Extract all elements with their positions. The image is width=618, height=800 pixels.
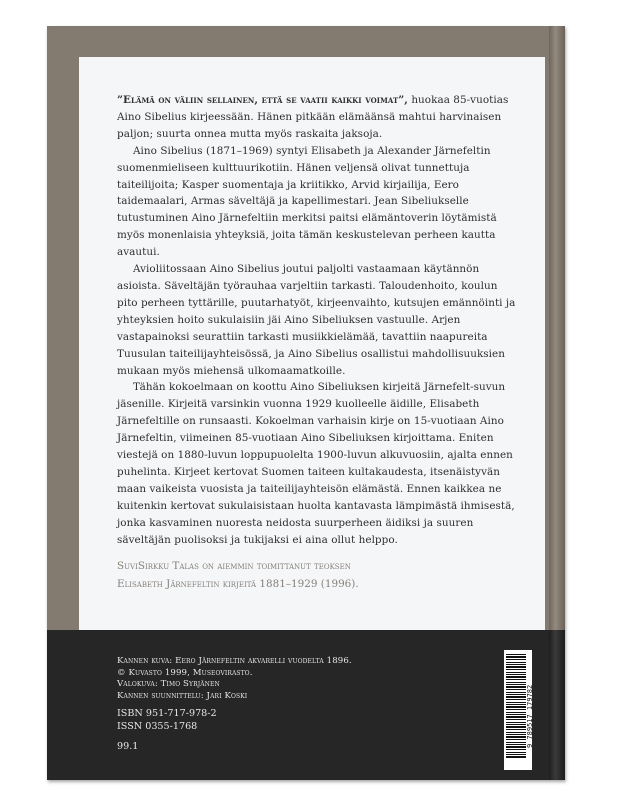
editor-line-2: Elisabeth Järnefeltin kirjeitä 1881–1929 (1996). — [117, 578, 359, 590]
editor-line-1: SuviSirkku Talas on aiemmin toimittanut teoksen — [117, 560, 351, 572]
blurb-text — [117, 92, 517, 548]
isbn-block — [117, 707, 217, 733]
paragraph-2: Aino Sibelius (1871–1969) syntyi Elisabeth ja Alexander Järnefeltin suomenmieliseen kulttuurikotiin. Hänen veljensä olivat tunnettuja taiteilijoita; Kasper suomentaja ja kriitikko, Arvid kirjailija, Eero taidemaalari, Armas säveltäjä ja kapellimestari. Jean Sibeliukselle tutustuminen Aino Järnefeltiin merkitsi paitsi elämäntoverin löytämistä myös monenlaisia yhteyksiä, joita tämän keskustelevan perheen kautta avautui. — [117, 144, 497, 259]
photo-credit: Valokuva: Timo Syrjänen — [117, 679, 220, 690]
isbn-number: ISBN 951-717-978-2 — [117, 708, 217, 719]
barcode-digits: 9 789517 179782 — [526, 684, 534, 748]
barcode-bars — [506, 654, 526, 758]
cover-image-credit: Kannen kuva: Eero Järnefeltin akvarelli vuodelta 1896. — [117, 656, 352, 666]
paragraph-3: Avioliitossaan Aino Sibelius joutui paljolti vastaamaan käytännön asioista. Säveltäjän työrauhaa varjeltiin tarkasti. Taloudenhoito, koulun pito perheen tyttärille, puutarhatyöt, kirjeenvaihto, kutsujen emännöinti ja yhteyksien hoito sukulaisiin jäi Aino Sibeliuksen vastuulle. Arjen vastapainoksi seurattiin tarkasti musiikkielämää, tavattiin naapureita Tuusulan taiteilijayhteisössä, ja Aino Sibelius osallistui mahdollisuuksien mukaan myös miehensä ulkomaamatkoille. — [117, 263, 516, 377]
copyright-line: © Kuvasto 1999, Museovirasto. — [117, 667, 253, 678]
bottom-band — [47, 630, 565, 780]
cover-credits — [117, 656, 352, 702]
price-code: 99.1 — [117, 741, 139, 752]
paragraph-1 — [117, 92, 517, 143]
spine-edge-dark — [549, 630, 565, 780]
barcode — [504, 650, 532, 770]
design-credit: Kannen suunnittelu: Jari Koski — [117, 690, 248, 701]
paragraph-1-rest: huokaa 85-vuotias Aino Sibelius kirjeessään. Hänen pitkään elämäänsä mahtui harvinaisen paljon; suurta onnea mutta myös raskaita jaksoja. — [117, 94, 509, 140]
editor-credit — [117, 557, 517, 593]
lead-quote: ”Elämä on väliin sellainen, että se vaatii kaikki voimat”, — [117, 94, 408, 106]
issn-number: ISSN 0355-1768 — [117, 721, 198, 732]
paragraph-4: Tähän kokoelmaan on koottu Aino Sibeliuksen kirjeitä Järnefelt-suvun jäsenille. Kirjeitä varsinkin vuonna 1929 kuolleelle äidille, Elisabeth Järnefeltille on runsaasti. Kokoelman varhaisin kirje on 15-vuotiaan Aino Järnefeltin, viimeinen 85-vuotiaan Aino Sibeliuksen kirjoittama. Eniten viestejä on 1880-luvun loppupuolelta 1900-luvun alkuvuosiin, ajalta ennen puhelinta. Kirjeet kertovat Suomen taiteen kultakaudesta, itsenäistyvän maan vaikeista vuosista ja taiteilijayhteisön elämästä. Ennen kaikkea ne kuitenkin kertovat sukulaisistaan huolta kantavasta lämpimästä ihmisestä, jonka kasvaminen nuoresta neidosta suurperheen äidiksi ja suuren säveltäjän puolisoksi ja tukijaksi ei aina ollut helppo. — [117, 381, 515, 546]
